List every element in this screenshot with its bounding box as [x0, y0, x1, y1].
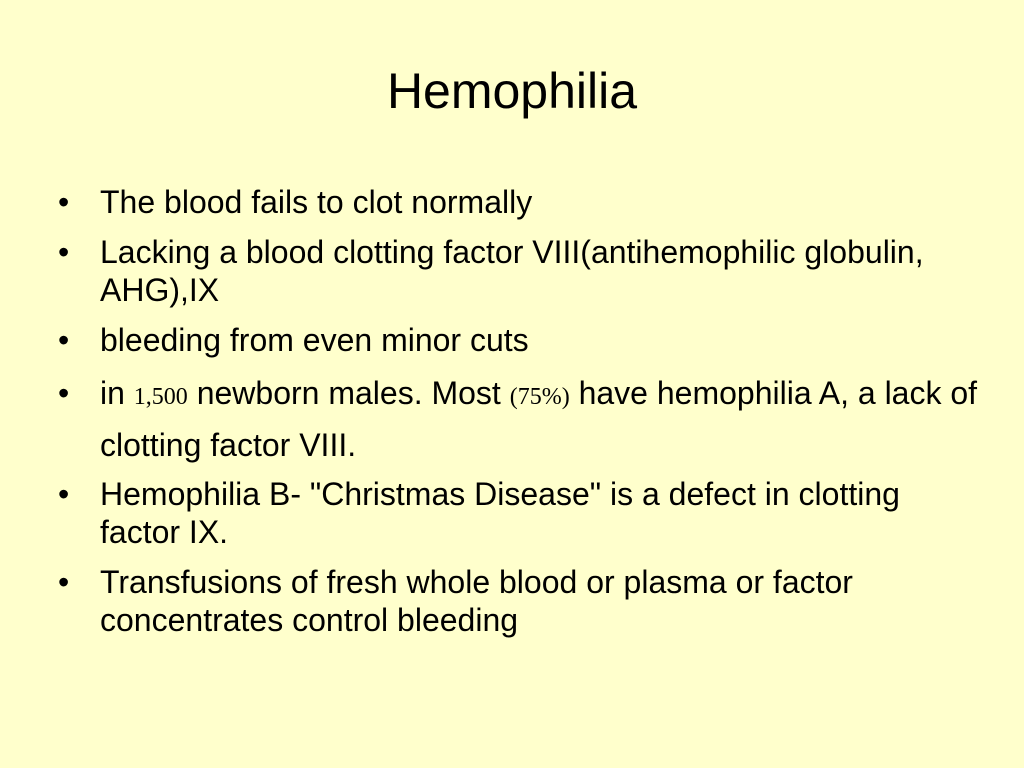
bullet-item [58, 233, 978, 309]
bullet-item [58, 475, 978, 551]
bullet-text-part: have hemophilia A, a lack of clotting factor VIII. [100, 375, 978, 463]
bullet-text: Transfusions of fresh whole blood or plasma or factor concentrates control bleeding [100, 564, 853, 638]
bullet-dot-icon: • [58, 184, 70, 220]
bullet-item [58, 369, 978, 469]
bullet-dot-icon: • [58, 476, 70, 512]
bullet-dot-icon: • [58, 375, 70, 411]
bullet-dot-icon: • [58, 234, 70, 270]
bullet-text: Lacking a blood clotting factor VIII(antihemophilic globulin, AHG),IX [100, 234, 924, 308]
slide-title: Hemophilia [386, 63, 638, 119]
hemophilia-a-percent: (75%) [509, 384, 570, 410]
bullet-item [58, 183, 978, 221]
newborn-ratio-number: 1,500 [133, 384, 188, 410]
bullet-dot-icon: • [58, 322, 70, 358]
bullet-text-part: in [100, 375, 125, 411]
bullet-dot-icon: • [58, 564, 70, 600]
bullet-text: bleeding from even minor cuts [100, 322, 529, 358]
bullet-text: The blood fails to clot normally [100, 184, 533, 220]
bullet-text: Hemophilia B- "Christmas Disease" is a defect in clotting factor IX. [100, 476, 900, 550]
bullet-item [58, 563, 978, 639]
bullet-list [58, 183, 978, 651]
bullet-text-part: newborn males. Most [196, 375, 501, 411]
bullet-item [58, 321, 978, 359]
